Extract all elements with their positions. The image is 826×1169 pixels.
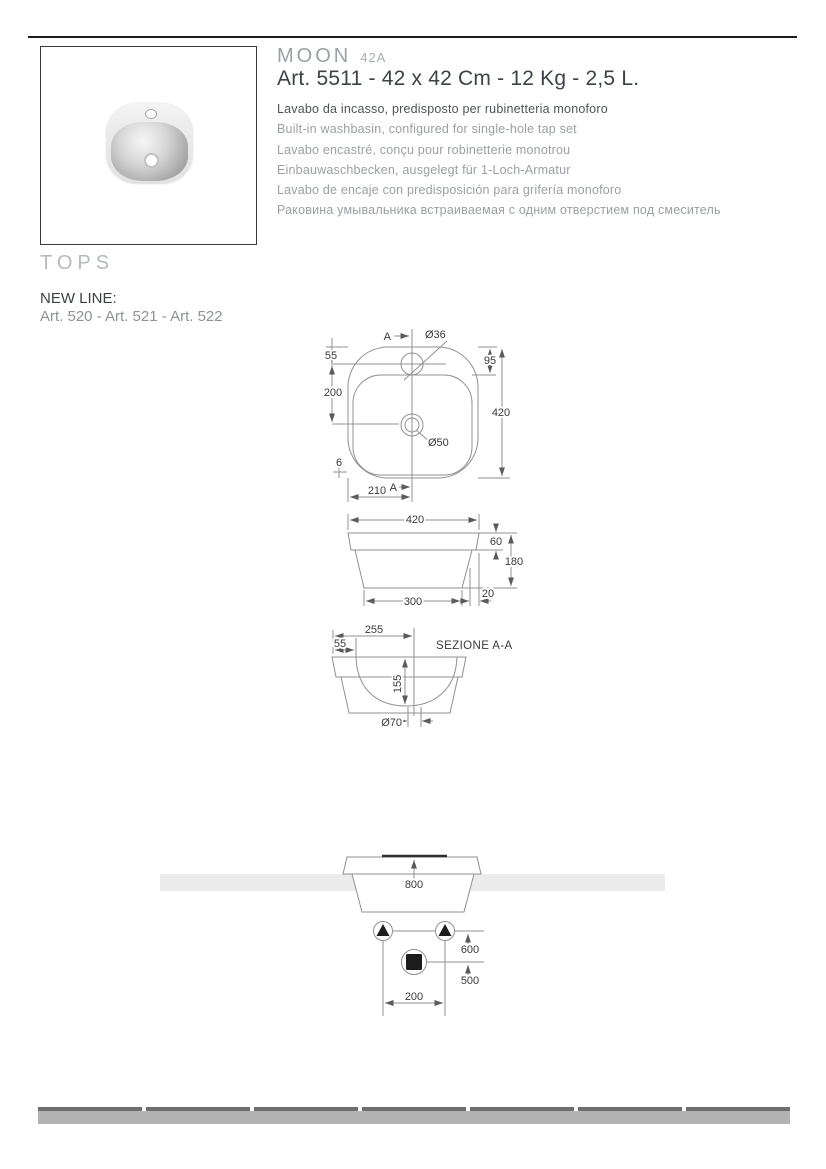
front-dim-180: 180 bbox=[504, 556, 524, 568]
install-dim-600: 600 bbox=[460, 944, 480, 956]
footer-bar-segment bbox=[578, 1107, 682, 1111]
plan-dim-6: 6 bbox=[335, 457, 343, 469]
section-drain-diameter-label: Ø70 bbox=[381, 717, 402, 729]
plan-dim-95: 95 bbox=[483, 355, 497, 367]
install-dim-500: 500 bbox=[460, 975, 480, 987]
footer-bar-segment bbox=[362, 1107, 466, 1111]
plan-dim-210: 210 bbox=[367, 485, 387, 497]
new-line-articles: Art. 520 - Art. 521 - Art. 522 bbox=[40, 308, 223, 325]
plan-dim-200: 200 bbox=[323, 387, 343, 399]
footer-tick-row bbox=[38, 1107, 790, 1111]
section-view-drawing bbox=[332, 624, 513, 729]
install-dim-200: 200 bbox=[404, 991, 424, 1003]
section-dim-255: 255 bbox=[364, 624, 384, 636]
install-dim-800: 800 bbox=[404, 879, 424, 891]
category-title: TOPS bbox=[40, 252, 115, 274]
front-view-drawing bbox=[348, 514, 523, 608]
new-line-label: NEW LINE: bbox=[40, 290, 117, 307]
series-name: MOON bbox=[277, 45, 352, 67]
footer-strip bbox=[38, 1111, 790, 1124]
front-dim-60: 60 bbox=[489, 536, 503, 548]
series-variant: 42A bbox=[360, 50, 387, 65]
description-es: Lavabo de encaje con predisposición para grifería monoforo bbox=[277, 183, 622, 198]
footer-bar-segment bbox=[38, 1107, 142, 1111]
footer-bar bbox=[38, 1107, 790, 1124]
front-dim-20: 20 bbox=[481, 588, 495, 600]
plan-dim-55: 55 bbox=[324, 350, 338, 362]
front-dim-300: 300 bbox=[403, 596, 423, 608]
description-ru: Раковина умывальника встраиваемая с одним отверстием под смеситель bbox=[277, 203, 721, 218]
installation-drawing bbox=[160, 856, 665, 1016]
article-line: Art. 5511 - 42 x 42 Cm - 12 Kg - 2,5 L. bbox=[277, 67, 640, 90]
plan-dim-420: 420 bbox=[491, 407, 511, 419]
description-de: Einbauwaschbecken, ausgelegt für 1-Loch-Armatur bbox=[277, 162, 571, 177]
plan-section-letter-top: A bbox=[383, 331, 391, 343]
description-it: Lavabo da incasso, predisposto per rubinetteria monoforo bbox=[277, 102, 608, 116]
plan-tap-diameter-label: Ø36 bbox=[425, 329, 446, 341]
plan-drain-diameter-label: Ø50 bbox=[428, 437, 449, 449]
plan-section-letter-bottom: A bbox=[389, 482, 397, 494]
footer-bar-segment bbox=[254, 1107, 358, 1111]
footer-bar-segment bbox=[686, 1107, 790, 1111]
section-title: SEZIONE A-A bbox=[436, 640, 513, 652]
plan-view-drawing bbox=[324, 329, 510, 502]
description-en: Built-in washbasin, configured for single-hole tap set bbox=[277, 122, 577, 137]
footer-bar-segment bbox=[146, 1107, 250, 1111]
footer-bar-segment bbox=[470, 1107, 574, 1111]
description-fr: Lavabo encastré, conçu pour robinetterie monotrou bbox=[277, 142, 571, 157]
front-dim-420: 420 bbox=[405, 514, 425, 526]
section-dim-55: 55 bbox=[333, 638, 347, 650]
section-dim-155: 155 bbox=[392, 674, 404, 694]
